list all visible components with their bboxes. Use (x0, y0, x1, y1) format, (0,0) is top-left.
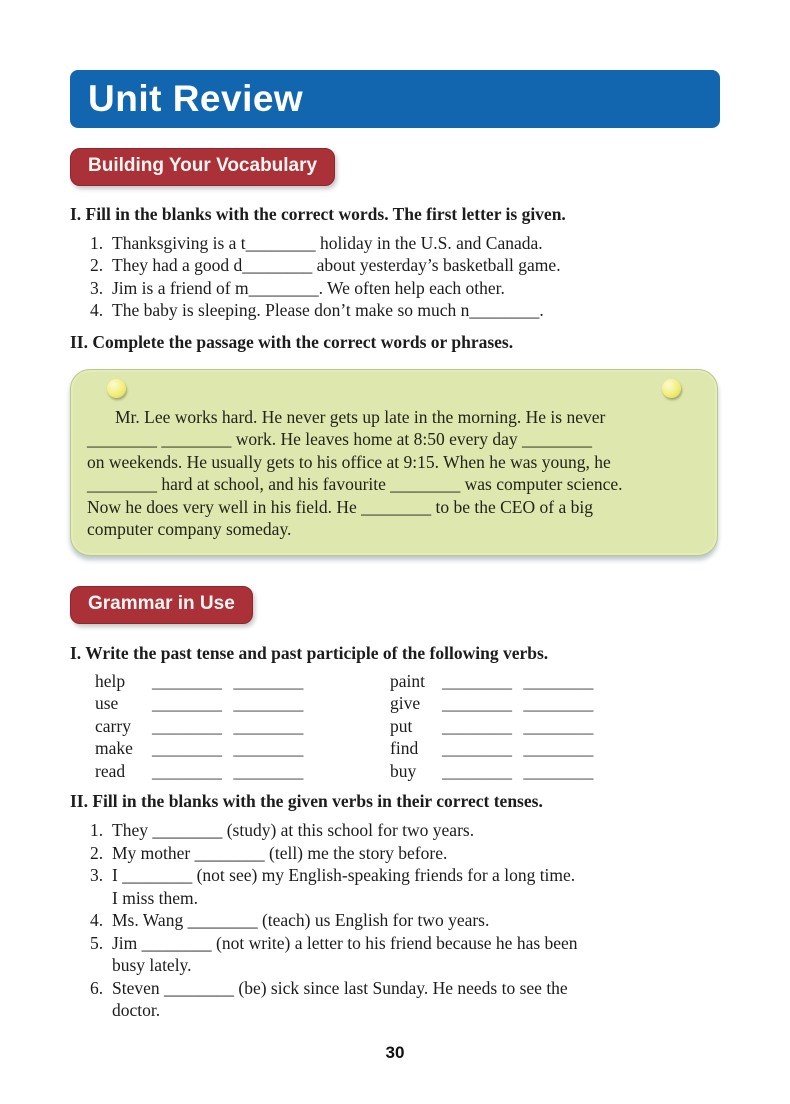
verbs-table (95, 670, 720, 783)
verb-row (390, 670, 720, 693)
verb-label: make (95, 738, 133, 759)
verb-label: find (390, 738, 419, 759)
exercise-item (90, 819, 720, 842)
verb-blanks: ________ ________ (152, 738, 304, 759)
verb-blanks: ________ ________ (442, 670, 594, 691)
item-number: 4. (90, 910, 104, 931)
item-text (112, 977, 720, 1022)
vocabulary-badge-row (70, 148, 720, 186)
item-number: 2. (90, 255, 104, 275)
grammar-section2-heading: II. Fill in the blanks with the given verbs in their correct tenses. (70, 791, 543, 812)
item-number: 3. (90, 277, 104, 298)
verb-blanks: ________ ________ (152, 760, 304, 781)
item-line: busy lately. (112, 955, 192, 976)
item-line: Ms. Wang ________ (teach) us English for two years. (112, 910, 490, 931)
item-text: The baby is sleeping. Please don’t make so much n________. (112, 300, 544, 320)
exercise-item (90, 277, 720, 300)
verb-row (95, 737, 390, 760)
unit-review-title: Unit Review (88, 77, 304, 119)
verb-row (390, 760, 720, 783)
verb-blanks: ________ ________ (442, 715, 594, 736)
item-text: Jim is a friend of m________. We often help each other. (112, 277, 505, 298)
exercise-item (90, 299, 720, 322)
grammar-badge: Grammar in Use (70, 586, 253, 624)
item-number: 1. (90, 232, 104, 253)
item-text (112, 864, 720, 909)
item-number: 1. (90, 820, 104, 841)
verb-row (95, 760, 390, 783)
verb-row (95, 692, 390, 715)
unit-review-banner (70, 70, 720, 128)
item-line: My mother ________ (tell) me the story before. (112, 842, 448, 863)
verb-blanks: ________ ________ (152, 693, 304, 714)
item-line: doctor. (112, 1000, 161, 1021)
verb-label: read (95, 760, 126, 781)
item-line: I miss them. (112, 887, 199, 908)
passage-line: ________ hard at school, and his favourite ________ was computer science. (87, 474, 623, 495)
item-text (112, 842, 720, 865)
passage-text (87, 406, 701, 542)
verb-blanks: ________ ________ (442, 738, 594, 759)
verb-label: give (390, 693, 421, 714)
grammar-section1-heading: I. Write the past tense and past participle of the following verbs. (70, 642, 549, 663)
passage-line: Now he does very well in his field. He ________ to be the CEO of a big (87, 496, 593, 517)
item-text: They had a good d________ about yesterday’s basketball game. (112, 255, 561, 275)
verb-blanks: ________ ________ (442, 693, 594, 714)
verb-label: use (95, 693, 119, 714)
verb-label: paint (390, 670, 425, 691)
item-number: 6. (90, 977, 104, 998)
pin-icon (107, 379, 126, 398)
grammar-section2-items (90, 819, 720, 1022)
verb-column-right (390, 670, 720, 783)
verb-label: put (390, 715, 413, 736)
pins-row (87, 378, 701, 400)
passage-line: computer company someday. (87, 519, 292, 540)
item-number: 3. (90, 865, 104, 886)
verb-label: carry (95, 715, 131, 736)
passage-card (70, 369, 718, 557)
vocab-section1-heading: I. Fill in the blanks with the correct words. The first letter is given. (70, 203, 566, 224)
exercise-item (90, 932, 720, 977)
item-number: 2. (90, 842, 104, 863)
item-line: They ________ (study) at this school for two years. (112, 820, 475, 841)
grammar-badge-row (70, 586, 720, 624)
item-text (112, 819, 720, 842)
passage-line: ________ ________ work. He leaves home at 8:50 every day ________ (87, 429, 592, 450)
exercise-item (90, 977, 720, 1022)
item-text (112, 932, 720, 977)
vocabulary-badge: Building Your Vocabulary (70, 148, 335, 186)
item-line: Jim ________ (not write) a letter to his friend because he has been (112, 932, 578, 953)
vocab-section2-heading: II. Complete the passage with the correct words or phrases. (70, 331, 514, 352)
page-number: 30 (385, 1042, 405, 1062)
verb-row (95, 670, 390, 693)
verb-row (390, 737, 720, 760)
item-line: Steven ________ (be) sick since last Sunday. He needs to see the (112, 977, 568, 998)
exercise-item (90, 909, 720, 932)
verb-row (95, 715, 390, 738)
vocab-section1-items (90, 232, 720, 322)
exercise-item (90, 842, 720, 865)
exercise-item (90, 232, 720, 255)
verb-blanks: ________ ________ (152, 670, 304, 691)
item-number: 4. (90, 300, 104, 320)
exercise-item (90, 254, 720, 277)
verb-row (390, 715, 720, 738)
verb-column-left (95, 670, 390, 783)
verb-row (390, 692, 720, 715)
verb-label: buy (390, 760, 417, 781)
item-text: Thanksgiving is a t________ holiday in the U.S. and Canada. (112, 232, 543, 253)
passage-line: on weekends. He usually gets to his office at 9:15. When he was young, he (87, 451, 611, 472)
item-number: 5. (90, 932, 104, 953)
verb-label: help (95, 670, 126, 691)
item-text (112, 909, 720, 932)
pin-icon (662, 379, 681, 398)
exercise-item (90, 864, 720, 909)
verb-blanks: ________ ________ (442, 760, 594, 781)
passage-line: Mr. Lee works hard. He never gets up late in the morning. He is never (115, 406, 606, 427)
verb-blanks: ________ ________ (152, 715, 304, 736)
item-line: I ________ (not see) my English-speaking friends for a long time. (112, 865, 576, 886)
